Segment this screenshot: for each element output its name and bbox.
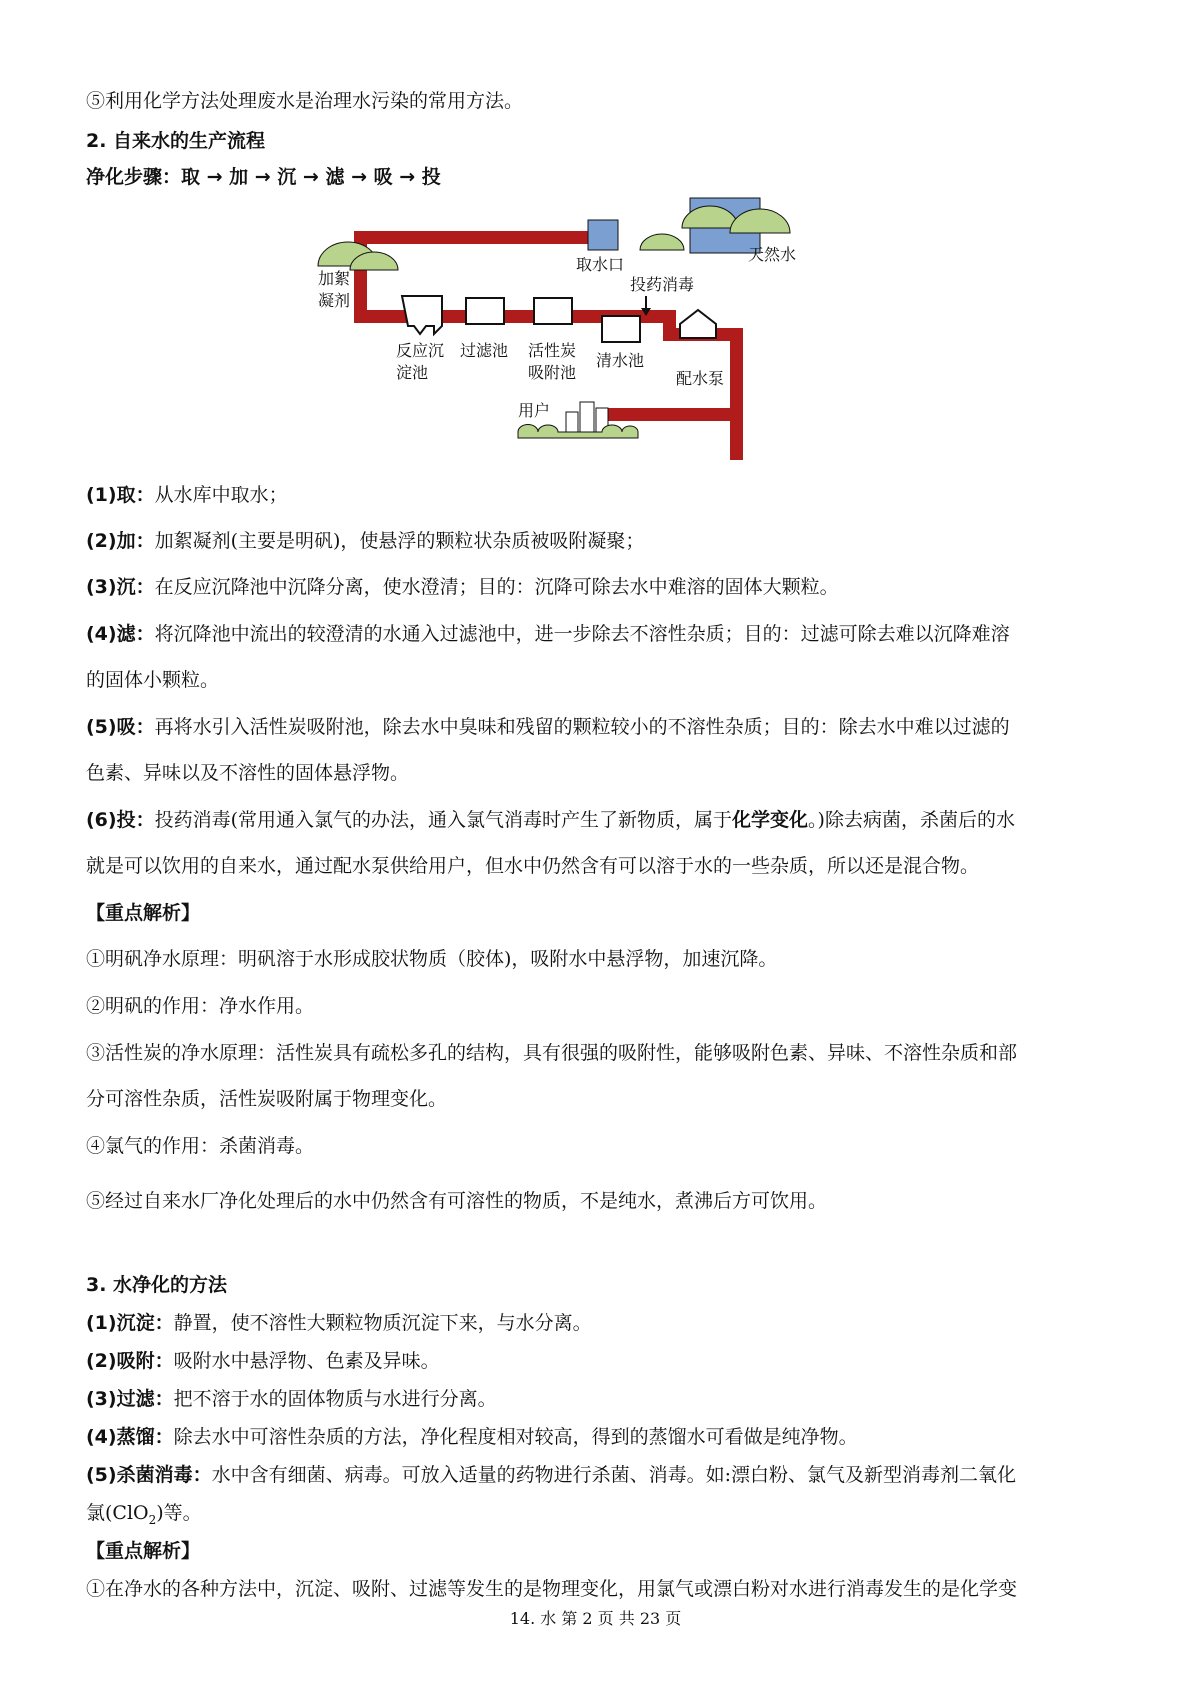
method-2-label: (2)吸附： [86,1350,174,1372]
method-5-text: 水中含有细菌、病毒。可放入适量的药物进行杀菌、消毒。如:漂白粉、氯气及新型消毒剂二氧化 [211,1464,1016,1486]
step-6-text-a: 投药消毒(常用通入氯气的办法，通入氯气消毒时产生了新物质，属于 [154,809,733,831]
step-3-label: (3)沉： [86,576,155,598]
method-3-text: 把不溶于水的固体物质与水进行分离。 [173,1388,497,1410]
label-carbon-tank-1: 活性炭 [528,341,577,360]
key-analysis-title-1: 【重点解析】 [86,902,201,924]
step-4-text: 将沉降池中流出的较澄清的水通入过滤池中，进一步除去不溶性杂质；目的：过滤可除去难以沉降难溶 [154,623,1010,645]
step-6-bold: 化学变化 [732,809,809,831]
method-1-text: 静置，使不溶性大颗粒物质沉淀下来，与水分离。 [173,1312,592,1334]
key-3-1: ①在净水的各种方法中，沉淀、吸附、过滤等发生的是物理变化，用氯气或漂白粉对水进行消毒发生的是化学变 [86,1578,1018,1600]
step-5 [86,714,1010,740]
key-analysis-title-2: 【重点解析】 [86,1540,201,1562]
label-flocculant-1: 加絮 [318,269,351,288]
intro-item-5: ⑤利用化学方法处理废水是治理水污染的常用方法。 [86,90,524,112]
step-4-cont: 的固体小颗粒。 [86,669,220,691]
purification-steps: 净化步骤：取 → 加 → 沉 → 滤 → 吸 → 投 [86,166,441,188]
clear-tank [602,316,640,342]
step-6-text-b: 。)除去病菌，杀菌后的水 [808,809,1015,831]
step-5-text: 再将水引入活性炭吸附池，除去水中臭味和残留的颗粒较小的不溶性杂质；目的：除去水中难以过滤的 [154,716,1010,738]
step-2-label: (2)加： [86,530,155,552]
label-intake: 取水口 [576,255,625,274]
method-4 [86,1424,858,1450]
method-5-label: (5)杀菌消毒： [86,1464,212,1486]
key-1: ①明矾净水原理：明矾溶于水形成胶状物质（胶体)，吸附水中悬浮物，加速沉降。 [86,948,778,970]
label-carbon-tank-2: 吸附池 [528,363,577,382]
step-4 [86,621,1010,647]
reaction-tank [402,296,442,334]
label-natural-water: 天然水 [748,245,797,264]
method-4-label: (4)蒸馏： [86,1426,174,1448]
step-1 [86,482,288,508]
method-5-cont-b: )等。 [156,1502,202,1524]
step-3 [86,574,839,600]
method-4-text: 除去水中可溶性杂质的方法，净化程度相对较高，得到的蒸馏水可看做是纯净物。 [173,1426,858,1448]
step-2 [86,528,644,554]
step-6-label: (6)投： [86,809,155,831]
carbon-tank [534,298,572,324]
method-1 [86,1310,592,1336]
key-3-cont: 分可溶性杂质，活性炭吸附属于物理变化。 [86,1088,448,1110]
key-2: ②明矾的作用：净水作用。 [86,995,315,1017]
step-4-label: (4)滤： [86,623,155,645]
method-5 [86,1462,1016,1488]
method-2 [86,1348,440,1374]
method-3 [86,1386,497,1412]
filter-tank [466,298,504,324]
method-5-cont-a: 氯(ClO [86,1502,149,1524]
step-2-text: 加絮凝剂(主要是明矾)，使悬浮的颗粒状杂质被吸附凝聚； [154,530,645,552]
water-treatment-diagram [318,198,830,468]
label-reaction-tank-1: 反应沉 [396,341,445,360]
step-3-text: 在反应沉降池中沉降分离，使水澄清；目的：沉降可除去水中难溶的固体大颗粒。 [154,576,839,598]
step-1-text: 从水库中取水； [154,484,288,506]
step-6-cont: 就是可以饮用的自来水，通过配水泵供给用户，但水中仍然含有可以溶于水的一些杂质，所以还是混合物。 [86,855,980,877]
step-5-cont: 色素、异味以及不溶性的固体悬浮物。 [86,762,410,784]
method-5-sub: 2 [148,1512,157,1527]
key-5: ⑤经过自来水厂净化处理后的水中仍然含有可溶性的物质，不是纯水，煮沸后方可饮用。 [86,1190,828,1212]
page-footer: 14. 水 第 2 页 共 23 页 [509,1609,682,1628]
section-3-title: 3. 水净化的方法 [86,1274,228,1296]
section-2-title: 2. 自来水的生产流程 [86,130,266,152]
label-flocculant-2: 凝剂 [318,291,351,310]
key-3: ③活性炭的净水原理：活性炭具有疏松多孔的结构，具有很强的吸附性，能够吸附色素、异味、不溶性杂质和部 [86,1042,1018,1064]
step-6 [86,807,1015,833]
intake-box [588,220,618,250]
key-4: ④氯气的作用：杀菌消毒。 [86,1135,315,1157]
label-pump: 配水泵 [676,369,725,388]
label-reaction-tank-2: 淀池 [396,363,429,382]
method-3-label: (3)过滤： [86,1388,174,1410]
method-1-label: (1)沉淀： [86,1312,174,1334]
label-users: 用户 [518,401,551,420]
step-5-label: (5)吸： [86,716,155,738]
label-filter-tank: 过滤池 [460,341,509,360]
pump-house [680,310,716,338]
label-clear-tank: 清水池 [596,351,645,370]
method-2-text: 吸附水中悬浮物、色素及异味。 [173,1350,440,1372]
step-1-label: (1)取： [86,484,155,506]
method-5-cont [86,1500,202,1533]
label-dosing: 投药消毒 [630,275,695,294]
